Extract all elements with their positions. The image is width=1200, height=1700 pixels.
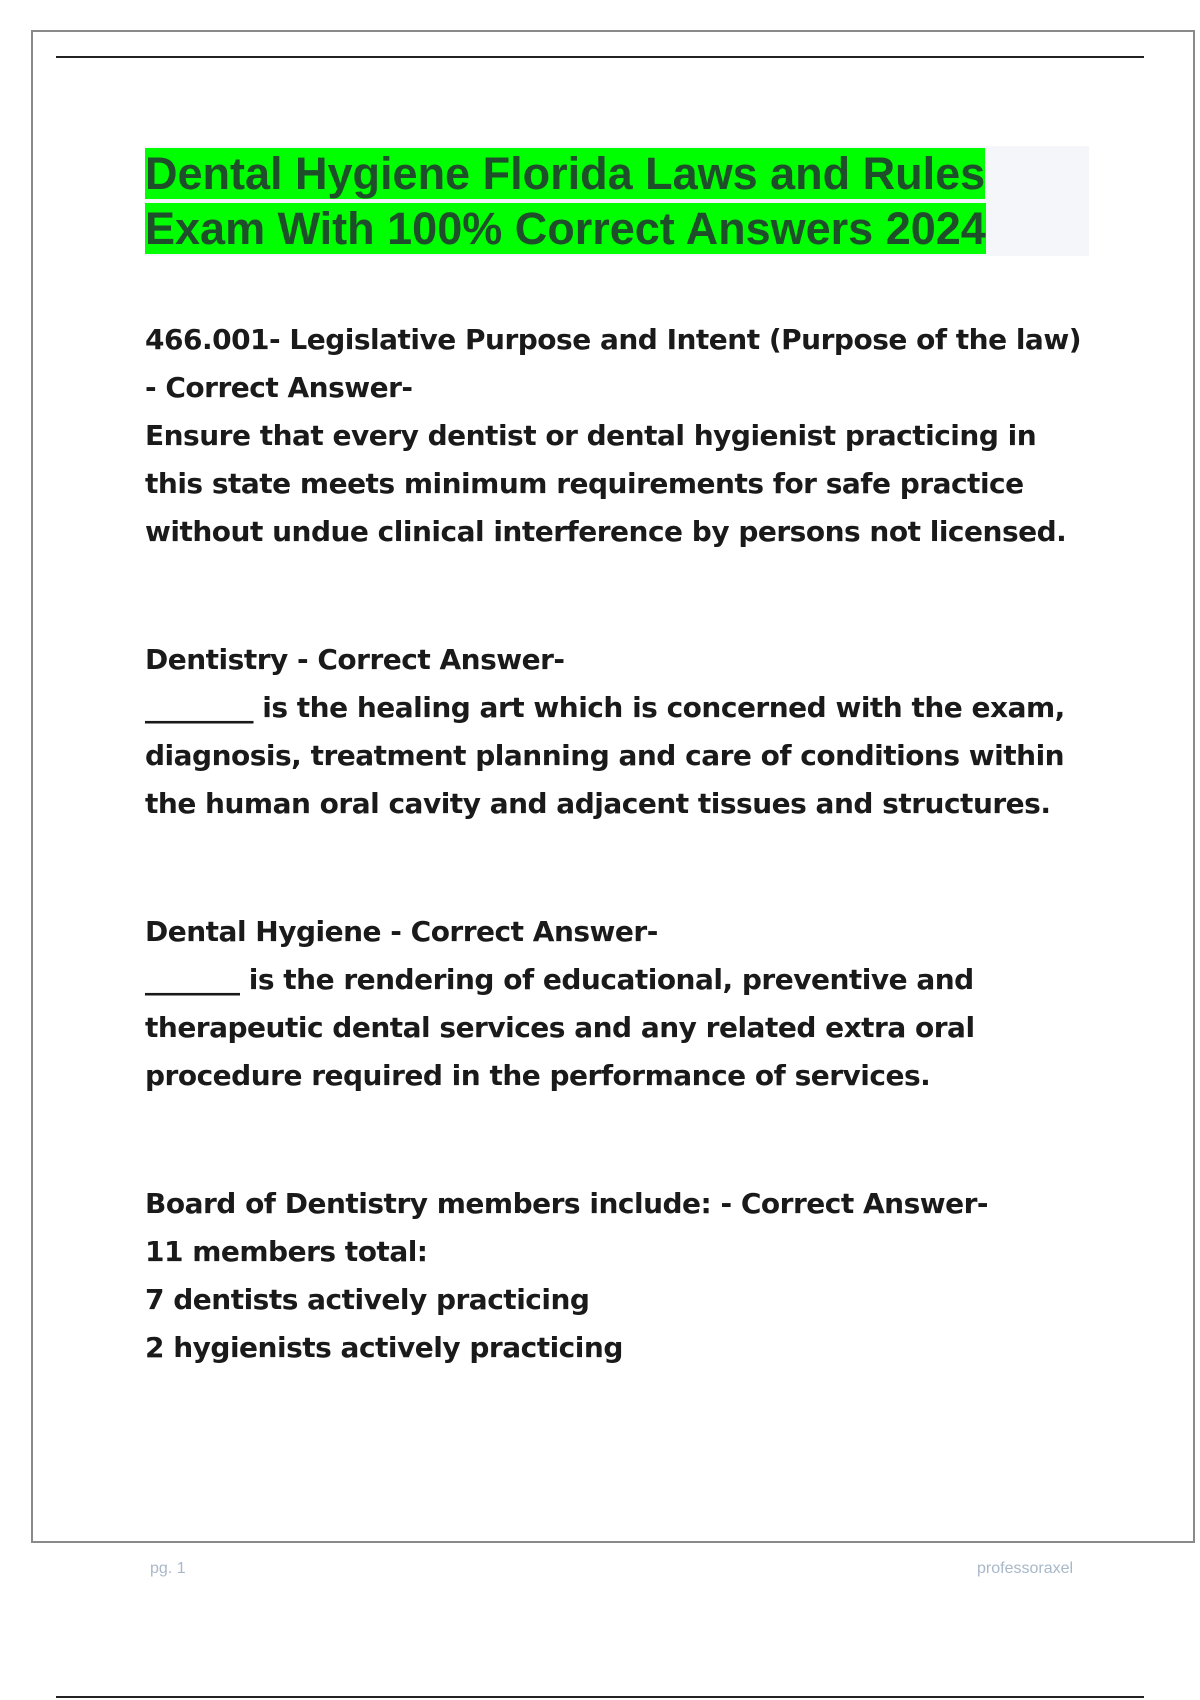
list-item: 2 hygienists actively practicing bbox=[145, 1331, 623, 1364]
question: Board of Dentistry members include: - Correct Answer- bbox=[145, 1187, 989, 1220]
qa-block-dentistry bbox=[145, 636, 1095, 828]
answer: _______ is the rendering of educational, preventive and therapeutic dental services and any related extra oral procedure required in the performance of services. bbox=[145, 963, 975, 1092]
document-content bbox=[145, 146, 1095, 1372]
qa-block-dental-hygiene bbox=[145, 908, 1095, 1100]
footer-brand: professoraxel bbox=[977, 1560, 1074, 1577]
list-item: 7 dentists actively practicing bbox=[145, 1283, 590, 1316]
answer: ________ is the healing art which is concerned with the exam, diagnosis, treatment planning and care of conditions within the human oral cavity and adjacent tissues and structures. bbox=[145, 691, 1065, 820]
qa-block-board-members bbox=[145, 1180, 1095, 1372]
page-number: pg. 1 bbox=[150, 1560, 186, 1577]
qa-block-purpose bbox=[145, 316, 1095, 556]
question: Dentistry - Correct Answer- bbox=[145, 643, 565, 676]
question: Dental Hygiene - Correct Answer- bbox=[145, 915, 658, 948]
answer: 11 members total: bbox=[145, 1235, 428, 1268]
answer: Ensure that every dentist or dental hygienist practicing in this state meets minimum requirements for safe practice without undue clinical interference by persons not licensed. bbox=[145, 419, 1067, 548]
top-rule bbox=[56, 56, 1144, 58]
question: 466.001- Legislative Purpose and Intent (Purpose of the law) - Correct Answer- bbox=[145, 323, 1081, 404]
title-box bbox=[145, 146, 1089, 256]
bottom-rule bbox=[56, 1696, 1144, 1698]
document-title: Dental Hygiene Florida Laws and Rules Exam With 100% Correct Answers 2024 bbox=[145, 148, 986, 254]
